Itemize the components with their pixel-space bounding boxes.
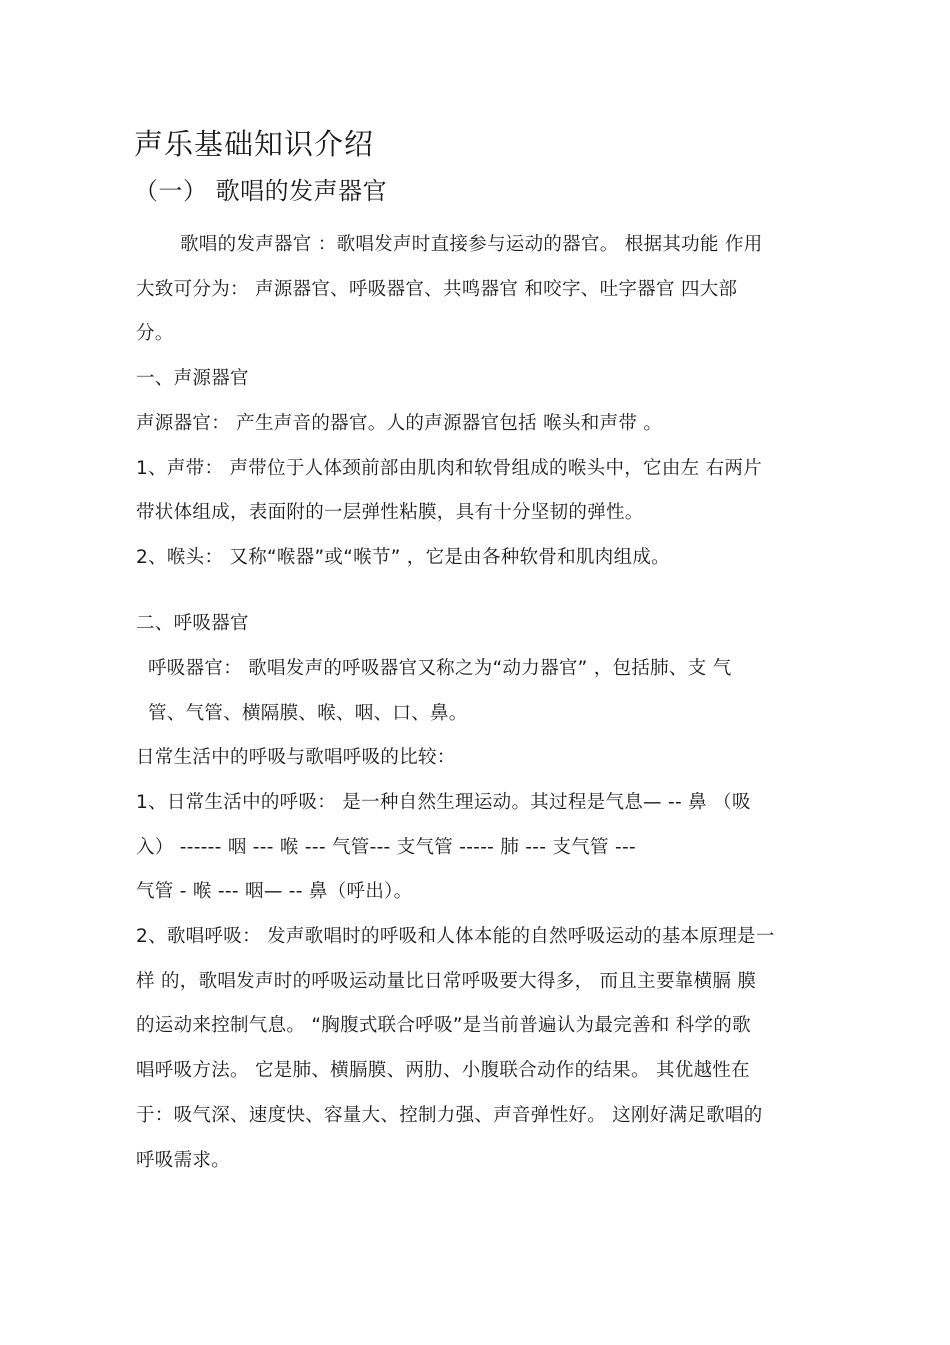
paragraph-line: 呼吸器官： 歌唱发声的呼吸器官又称之为“动力器官” ，包括肺、支 气 (148, 658, 732, 679)
subsection-heading: 二、呼吸器官 (136, 613, 249, 634)
paragraph-line: 2、喉头： 又称“喉器”或“喉节” ，它是由各种软骨和肌肉组成。 (136, 547, 670, 568)
document-title: 声乐基础知识介绍 (134, 127, 375, 161)
paragraph-line: 于：吸气深、速度快、容量大、控制力强、声音弹性好。 这刚好满足歌唱的 (136, 1105, 763, 1126)
paragraph-line: 入） ------ 咽 --- 喉 --- 气管--- 支气管 ----- 肺 --- 支气管 --- (136, 837, 636, 858)
paragraph-line: 日常生活中的呼吸与歌唱呼吸的比较： (136, 747, 456, 768)
paragraph-line: 样 的，歌唱发声时的呼吸运动量比日常呼吸要大得多， 而且主要靠横膈 膜 (136, 971, 757, 992)
paragraph-line: 管、气管、横隔膜、喉、咽、口、鼻。 (148, 703, 468, 724)
paragraph-line: 分。 (136, 323, 174, 344)
paragraph-line: 1、日常生活中的呼吸： 是一种自然生理运动。其过程是气息— -- 鼻 （吸 (136, 792, 751, 813)
paragraph-line: 呼吸需求。 (136, 1150, 231, 1171)
paragraph-line: 1、声带： 声带位于人体颈前部由肌肉和软骨组成的喉头中，它由左 右两片 (136, 458, 763, 479)
paragraph-line: 唱呼吸方法。 它是肺、横膈膜、两肋、小腹联合动作的结果。 其优越性在 (136, 1060, 750, 1081)
paragraph-line: 大致可分为： 声源器官、呼吸器官、共鸣器官 和咬字、吐字器官 四大部 (136, 279, 738, 300)
section-heading: （一） 歌唱的发声器官 (134, 177, 388, 205)
paragraph-line: 歌唱的发声器官 ：歌唱发声时直接参与运动的器官。 根据其功能 作用 (180, 234, 763, 255)
subsection-heading: 一、声源器官 (136, 368, 249, 389)
paragraph-line: 的运动来控制气息。 “胸腹式联合呼吸”是当前普遍认为最完善和 科学的歌 (136, 1015, 751, 1036)
paragraph-line: 2、歌唱呼吸： 发声歌唱时的呼吸和人体本能的自然呼吸运动的基本原理是一 (136, 926, 775, 947)
paragraph-line: 带状体组成，表面附的一层弹性粘膜，具有十分坚韧的弹性。 (136, 502, 644, 523)
paragraph-line: 气管 - 喉 --- 咽— -- 鼻（呼出）。 (136, 881, 413, 902)
paragraph-line: 声源器官： 产生声音的器官。人的声源器官包括 喉头和声带 。 (136, 413, 663, 434)
